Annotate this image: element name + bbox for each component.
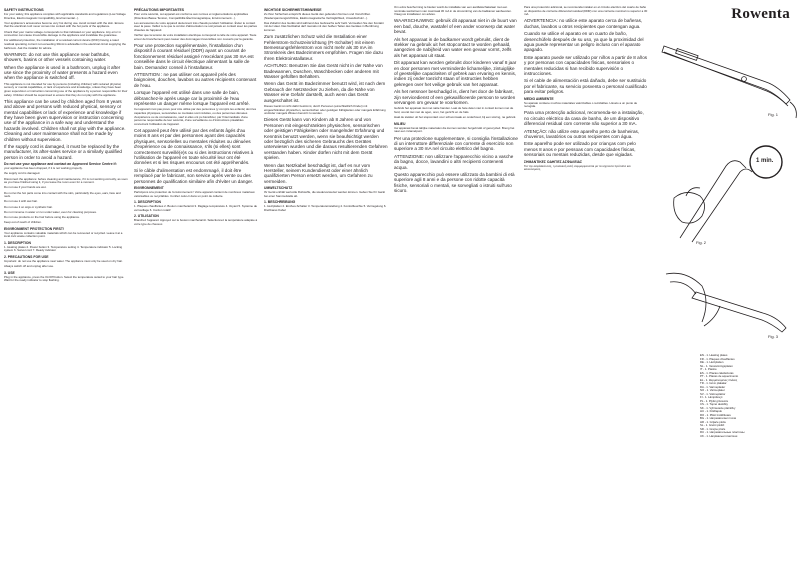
paragraph: Su aparato contiene muchos materiales valorizables o reciclables. Llévelo a un punto de recogida.: [524, 100, 638, 109]
paragraph: Als het apparaat in de badkamer wordt gebruikt, dient de stekker na gebruik uit het stopcontact te worden gehaald, aangezien de nabijheid van water een gevaar vormt, zelfs als het apparaat uit staat.: [394, 36, 512, 58]
parts-list-item: HR - 1. Grijaće ploče: [700, 419, 726, 424]
parts-list-item: PT - 1. Placas de aquecimento: [700, 374, 739, 378]
paragraph: Do not use if your hands are wet.: [4, 185, 47, 190]
section-heading: PRÉCAUTIONS IMPORTANTES: [134, 8, 185, 12]
timer-label: 1 min.: [756, 158, 774, 164]
figure-2: [656, 138, 800, 248]
parts-list-item: NO - 1. Varmeplater: [700, 388, 725, 392]
paragraph: Cet appareil peut être utilisé par des enfants âgés d'au moins 8 ans et par des personnes ayant des capacités physiques, sensorielles ou mentales réduites ou dénuées d'expérience ou de connaissance, s'ils (si elles) sont correctement surveillé(e)s ou si des instructions relatives à l'utilisation de l'appareil en toute sécurité leur ont été données et si les risques encourus ont été appréhendés.: [134, 127, 254, 166]
paragraph: For your safety, this appliance complies with applicable standards and regulations (Low Voltage Directive, Electromagnetic Compatibility, Environmental...).: [4, 12, 126, 20]
paragraph: ATENÇÃO: não utilize este aparelho perto de banheiras, chuveiros, lavatórios ou outros recipientes com água.: [524, 128, 640, 140]
paragraph: Lorsque l'appareil est utilisé dans une salle de bain, débranchez-le après usage car la proximité de l'eau représente un danger même lorsque l'appareil est arrêté.: [134, 90, 250, 106]
paragraph: For additional protection, the installation of a residual current device (RCD) having a rated residual operating current not exceeding 30mA is advisable in the electrical circuit supplying the bathroom. Ask the installer for advice.: [4, 38, 126, 50]
figure-1-label: Fig. 1: [768, 112, 779, 117]
paragraph: If the supply cord is damaged, it must be replaced by the manufacturer, its after-sales service or a similarly qualified person in order to avoid a hazard.: [4, 143, 122, 160]
paragraph: 1. Heating plates 2. Power button 3. Temperature setting 4. Temperature indicator 5. Locking system 6. Swivel cord 7. Ready indicator: [4, 244, 123, 253]
paragraph: Do not use products on the hair before using the appliance.: [4, 214, 80, 219]
paragraph: Do not use it on wigs or synthetic hair.: [4, 204, 53, 209]
parts-list-item: SR - 1. Grejne ploče: [700, 426, 726, 431]
paragraph: Questo apparecchio può essere utilizzato da bambini di età superiore agli 8 anni e da persone con ridotte capacità fisiche, sensoriali o mentali, se sorvegliati o istruiti sull'uso sicuro.: [394, 172, 515, 194]
paragraph: Haal de stekker uit het stopcontact voor schoonmaak en onderhoud, bij een storing, na gebruik.: [394, 115, 517, 120]
text-column-5: [524, 6, 648, 561]
parts-list-item: EL - 1. Θερμαινόμενες πλάκες: [700, 377, 738, 382]
parts-list-item: EN - 1. Heating plates: [700, 353, 728, 357]
parts-list-item: RO - 1. Plăci încălzitoare: [700, 412, 731, 417]
paragraph: Wenn das Gerät im Badezimmer benutzt wird, ist nach dem Gebrauch der Netzstecker zu ziehen, da die Nähe von Wasser eine Gefahr darstellt, auch wenn das Gerät ausgeschaltet ist.: [264, 81, 386, 103]
paragraph: Cet appareil n'est pas prévu pour être utilisé par des personnes (y compris les enfants) dont les capacités physiques, sensorielles ou mentales sont réduites, ou des personnes dénuées d'expérience ou de connaissance, sauf si elles ont pu bénéficier, par l'intermédiaire d'une personne responsable de leur sécurité, d'une surveillance ou d'instructions préalables concernant l'utilisation de l'appareil.: [134, 107, 257, 126]
parts-list-item: BG - 1. Нагревателни плочи: [700, 416, 737, 420]
paragraph: WARNING: do not use this appliance near bathtubs, showers, basins or other vessels containing water.: [4, 51, 111, 63]
parts-list-item: FR - 1. Plaques chauffantes: [700, 356, 735, 361]
paragraph: Do not let the hot parts come into contact with the skin, particularly the eyes, ears, face and neck.: [4, 190, 121, 199]
parts-list-item: NL - 1. Verwarmingsplaten: [700, 363, 733, 368]
parts-list-item: CS - 1. Topné destičky: [700, 402, 728, 406]
section-heading: 1. DESCRIPTION: [134, 200, 161, 205]
section-heading: MILIEU: [394, 121, 406, 126]
paragraph: This appliance can be used by children aged from 8 years and above and persons with reduced physical, sensory or mental capabilities or lack of experience and knowledge if they have been given supervision or instruction concerning use of the appliance in a safe way and understand the hazards involved. Children shall not play with the appliance. Cleaning and user maintenance shall not be made by children without supervision.: [4, 98, 126, 142]
paragraph: Als het netsnoer beschadigd is, dient het door de fabrikant, zijn servicedienst of een gekwalificeerde persoon te worden vervangen om gevaar te voorkomen.: [394, 89, 516, 106]
paragraph: Vérifier que la tension de votre installation électrique correspond à celle de votre appareil. Toute erreur de branchement peut causer des dommages irréversibles non couverts par la garantie.: [134, 33, 257, 41]
text-column-2: [134, 6, 258, 561]
paragraph: Dieses Gerät ist nicht dafür bestimmt, durch Personen (einschließlich Kinder) mit eingeschränkten physischen, sensorischen oder geistigen Fähigkeiten oder mangels Erfahrung und/oder mangels Wissen benutzt zu werden.: [264, 104, 386, 116]
parts-list-item: IT - 1. Piastre: [700, 367, 717, 371]
parts-list-item: UK - 1. Нагрівальні пластини: [700, 433, 738, 438]
parts-list-item: TR - 1. Isıtıcı plakalar: [700, 381, 727, 385]
paragraph: Για την ασφάλειά σας, η συσκευή αυτή συμμορφώνεται με τα ισχύοντα πρότυπα και κανονισμούς.: [524, 163, 631, 172]
paragraph: Per una protezione supplementare, si consiglia l'installazione di un interruttore differenziale con corrente di esercizio non superiore a 30 mA nel circuito elettrico del bagno.: [394, 135, 518, 152]
section-heading: Do not use your appliance and contact an Approved Service Centre if:: [4, 162, 117, 167]
paragraph: Om extra bescherming te bieden wordt de installatie van een aardlekschakelaar met een nominale werkstroom van maximaal 30 mA in de stroomkring van de badkamer aanbevolen. Vraag uw installateur om advies.: [394, 6, 512, 17]
paragraph: Dit apparaat kan worden gebruikt door kinderen vanaf 8 jaar en door personen met verminderde lichamelijke, zintuiglijke of geestelijke capaciteiten of gebrek aan ervaring en kennis, indien zij onder toezicht staan of instructies hebben gekregen over het veilige gebruik van het apparaat.: [394, 60, 517, 87]
parts-list-item: DA - 1. Varmeplader: [700, 384, 726, 389]
paragraph: Your appliance's accessories become very hot during use. Avoid contact with the skin. Ensure that the electrical cord never comes into contact with the hot parts of the appliance.: [4, 20, 124, 29]
section-heading: MEDIO AMBIENTE: [524, 96, 554, 101]
paragraph: Cuando se utilice el aparato en un cuarto de baño, desenchúfelo después de su uso, ya que la proximidad del agua puede representar un peligro incluso con el aparato apagado.: [524, 31, 644, 53]
paragraph: ACHTUNG: Benutzen Sie das Gerät nicht in der Nähe von Badewannen, Duschen, Waschbecken oder anderen mit Wasser gefüllten Behältern.: [264, 63, 383, 79]
section-heading: 1. DESCRIPTION: [4, 240, 31, 245]
section-heading: 2. PRECAUTIONS FOR USE: [4, 255, 49, 260]
section-heading: ΣΗΜΑΝΤΙΚΕΣ ΟΔΗΓΙΕΣ ΑΣΦΑΛΕΙΑΣ: [524, 159, 583, 164]
paragraph: Si el cable de alimentación está dañado, debe ser sustituido por el fabricante, su servicio posventa o personal cualificado para evitar peligros.: [524, 78, 647, 95]
paragraph: When the appliance is used in a bathroom, unplug it after use since the proximity of water presents a hazard even when the appliance is switched off.: [4, 64, 121, 81]
section-heading: WICHTIGE SICHERHEITSHINWEISE: [264, 8, 322, 12]
paragraph: Plug in the appliance, press the On/Off button. Select the temperature suited to your hair type. Wait for the ready indicator to stop flashing.: [4, 274, 125, 283]
figure-2-label: Fig. 2: [696, 240, 707, 245]
text-column-3: [264, 6, 388, 561]
parts-list-item: SV - 1. Värmeplattor: [700, 391, 726, 396]
paragraph: Este aparelho pode ser utilizado por crianças com pelo menos 8 anos e por pessoas com capacidades físicas, sensoriais ou mentais reduzidas, desde que vigiadas.: [524, 141, 636, 158]
paragraph: Zum zusätzlichen Schutz wird die Installation einer Fehlerstrom-Schutzeinrichtung (FI-Schalter) mit einem Bemessungsfehlerstrom von nicht mehr als 30 mA im Stromkreis des Badezimmers empfohlen. Fragen Sie dazu Ihren Elektroinstallateur.: [264, 34, 383, 61]
paragraph: the supply cord is damaged.: [4, 171, 41, 176]
hair-styling-drawing: [656, 262, 800, 342]
section-heading: ENVIRONMENT PROTECTION FIRST!: [4, 226, 65, 231]
paragraph: Uw apparaat bevat talrijke materialen die kunnen worden hergebruikt of gerecycled. Breng het naar een inzamelpunt.: [394, 125, 515, 134]
paragraph: Wenn das Netzkabel beschädigt ist, darf es nur vom Hersteller, seinem Kundendienst oder einer ähnlich qualifizierten Person ersetzt werden, um Gefahren zu vermeiden.: [264, 162, 373, 184]
parts-list-item: RU - 1. Нагревательные пластины: [700, 430, 745, 434]
paragraph: Para una protección adicional, se recomienda instalar en el circuito eléctrico del cuarto de baño un dispositivo de corriente diferencial residual (DDR) con una corriente nominal no superior a 30 mA.: [524, 6, 648, 17]
section-heading: SAFETY INSTRUCTIONS: [4, 8, 44, 12]
section-heading: ENVIRONNEMENT: [134, 186, 164, 191]
parts-list-item: FI - 1. Lämpölevyt: [700, 395, 723, 399]
parts-list: [700, 354, 796, 438]
figure-3: [656, 262, 800, 342]
figure-3-label: Fig. 3: [768, 334, 779, 339]
paragraph: Do not immerse in water or run under water, even for cleaning purposes.: [4, 209, 97, 214]
parts-list-item: HU - 1. Fűtőlapok: [700, 409, 722, 413]
paragraph: Les accessoires de votre appareil deviennent très chauds pendant l'utilisation. Éviter le contact avec la peau. Veillez à ce que le cordon d'alimentation ne soit jamais en contact avec les parties chaudes de l'appareil.: [134, 20, 257, 32]
paragraph: This appliance is not intended for use by persons (including children) with reduced physical, sensory or mental capabilities, or lack of experience and knowledge, unless they have been given supervision or instruction concerning use of the appliance by a person responsible for their safety. Children should be supervised to ensure that they do not play with the appliance.: [4, 81, 128, 97]
paragraph: Pour une protection supplémentaire, l'installation d'un dispositif à courant résiduel (DDR) ayant un courant de fonctionnement résiduel assigné n'excédant pas 30 mA est conseillée dans le circuit électrique alimentant la salle de bain. Demandez conseil à l'installateur.: [134, 42, 254, 70]
paragraph: WAARSCHUWING: gebruik dit apparaat niet in de buurt van een bad, douche, wastafel of een ander voorwerp dat water bevat.: [394, 18, 517, 35]
paragraph: Para uma protecção adicional, recomenda-se a instalação, no circuito eléctrico da casa de banho, de um dispositivo diferencial residual com corrente não superior a 30 mA.: [524, 110, 644, 127]
paragraph: Gebruik het apparaat niet met natte handen. Laat de hete delen niet in contact komen met de huid, vooral niet met de ogen, oren, het gezicht en de hals.: [394, 106, 514, 115]
paragraph: Pour votre sécurité, cet appareil est conforme aux normes et réglementations applicables (Directives Basse Tension, Compatibilité Électromagnétique, Environnement...).: [134, 12, 249, 20]
paragraph: Das Zubehör des Geräts wird während des Gebrauchs sehr heiß. Vermeiden Sie den Kontakt mit der Haut. Das Netzkabel darf niemals mit den heißen Teilen des Gerätes in Berührung kommen.: [264, 20, 384, 32]
section-heading: UMWELTSCHUTZ: [264, 186, 293, 191]
paragraph: Dieses Gerät kann von Kindern ab 8 Jahren und von Personen mit eingeschränkten physischen, sensorischen oder geistigen Fähigkeiten oder mangelnder Erfahrung und Kenntnis benutzt werden, wenn sie beaufsichtigt werden oder bezüglich des sicheren Gebrauchs des Gerätes unterwiesen wurden und die daraus resultierenden Gefahren verstanden haben. Kinder dürfen nicht mit dem Gerät spielen.: [264, 117, 388, 161]
paragraph: Do not use it with wet hair.: [4, 199, 38, 204]
paragraph: 1. Plaques chauffantes 2. Bouton marche/arrêt 3. Réglage température 4. Voyant 5. Système de verrouillage 6. Cordon rotatif: [134, 204, 258, 212]
paragraph: ADVERTENCIA: no utilice este aparato cerca de bañeras, duchas, lavabos u otros recipientes que contengan agua.: [524, 18, 643, 29]
section-heading: 3. USE: [4, 270, 15, 275]
paragraph: Si le câble d'alimentation est endommagé, il doit être remplacé par le fabricant, son service après vente ou des personnes de qualification similaire afin d'éviter un danger.: [134, 167, 254, 184]
paragraph: Este aparato puede ser utilizado por niños a partir de 8 años y por personas con capacidades físicas, sensoriales o mentales reducidas si han recibido supervisión o instrucciones.: [524, 54, 648, 77]
paragraph: ATTENTION : ne pas utiliser cet appareil près des baignoires, douches, lavabos ou autres récipients contenant de l'eau.: [134, 71, 257, 88]
paragraph: Zu Ihrer Sicherheit entspricht dieses Gerät den geltenden Normen und Vorschriften (Niederspannungsrichtlinie, Elektromagnetische Verträglichkeit, Umweltschutz...).: [264, 12, 371, 20]
straightener-drawing: [656, 30, 800, 120]
paragraph: your appliance has been dropped, if it is not working properly.: [4, 166, 83, 171]
paragraph: Check that your mains voltage corresponds to that indicated on your appliance. Any error in connection can cause irreversible damage to the appliance and invalidate the guarantee.: [4, 29, 121, 38]
paragraph: Your appliance contains valuable materials which can be recovered or recycled. Leave it at a local civic waste collection point.: [4, 230, 123, 239]
paragraph: Branchez l'appareil. Appuyez sur le bouton marche/arrêt. Sélectionnez la température adaptée à votre type de cheveux.: [134, 218, 258, 226]
parts-list-item: SK - 1. Vyhrievacie platničky: [700, 405, 736, 410]
parts-list-item: DE - 1. Heizplatten: [700, 360, 724, 364]
paragraph: ATTENZIONE: non utilizzare l'apparecchio vicino a vasche da bagno, docce, lavandini o altri recipienti contenenti acqua.: [394, 153, 514, 170]
paragraph: Participons à la protection de l'environnement ! Votre appareil contient de nombreux matériaux valorisables ou recyclables. Confiez celui-ci dans un point de collecte.: [134, 190, 255, 198]
brand-logo: Rowenta: [731, 6, 790, 22]
section-heading: 1. BESCHREIBUNG: [264, 200, 296, 205]
parts-list-item: PL - 1. Płytki grzewcze: [700, 398, 729, 403]
hand-drawing: [656, 138, 800, 248]
paragraph: Important: do not use the appliance near water. The appliance must only be used on dry hair.: [4, 259, 123, 264]
paragraph: Ihr Gerät enthält wertvolle Rohstoffe, die wiederverwertet werden können. Geben Sie Ihr Gerät bei einer Sammelstelle ab.: [264, 190, 385, 198]
paragraph: Keep out of reach of children.: [4, 220, 42, 225]
paragraph: Disconnect the appliance: before cleaning and maintenance, if it is not working correctly, as soon as you have finished using it, if you leave the room even for a moment.: [4, 176, 128, 185]
section-heading: 2. UTILISATION: [134, 214, 159, 219]
paragraph: 1. Heizplatten 2. Ein/Aus-Schalter 3. Temperatureinstellung 4. Kontrollleuchte 5. Verriegelung 6. Drehbares Kabel: [264, 204, 387, 213]
figure-1: [656, 30, 800, 120]
parts-list-item: ES - 1. Placas calefactoras: [700, 370, 734, 375]
paragraph: Always switch off and unplug after use.: [4, 264, 54, 269]
text-column-1: [4, 6, 128, 561]
parts-list-item: SL - 1. Grelni plošči: [700, 423, 725, 427]
text-column-4: [394, 6, 518, 561]
